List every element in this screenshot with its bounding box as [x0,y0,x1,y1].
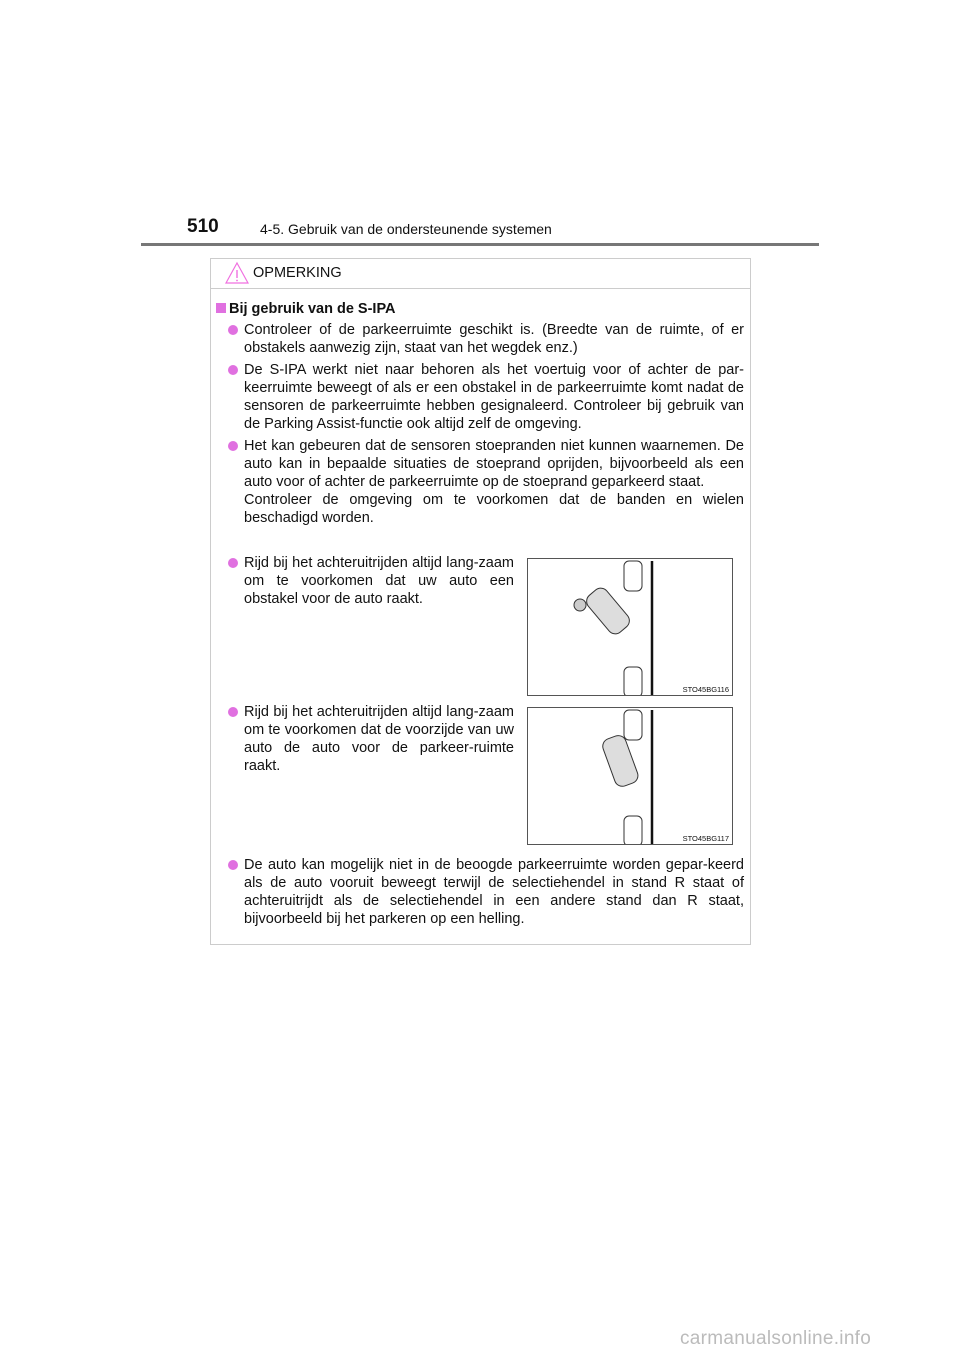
section-heading-text: Bij gebruik van de S-IPA [229,301,396,317]
item-text: De auto kan mogelijk niet in de beoogde parkeerruimte worden gepar-keerd als de auto vooruit beweegt terwijl de selectiehendel in stand R staat of achteruitrijdt als de selectiehendel in een andere stand dan R staat, bijvoorbeeld bij het parkeren op een helling. [244,857,744,927]
item-text: Het kan gebeuren dat de sensoren stoepranden niet kunnen waarnemen. De auto kan in bepaalde situaties de stoeprand oprijden, bijvoorbeeld als een auto voor of achter de parkeerruimte op de stoeprand geparkeerd staat. [244,438,744,490]
list-item [228,361,744,433]
bullet-icon [228,365,238,375]
bullet-icon [228,441,238,451]
bullet-icon [228,707,238,717]
header-rule [141,243,819,246]
notice-header [211,259,750,289]
bullet-icon [228,860,238,870]
notice-box [210,258,751,945]
figure-front-collision [527,707,733,845]
watermark: carmanualsonline.info [680,1328,872,1349]
bullet-icon [228,558,238,568]
square-bullet-icon [216,303,226,313]
figure-code: STO45BG117 [682,834,729,843]
list-item [228,437,744,527]
page-number: 510 [187,216,219,237]
item-text: Controleer de omgeving om te voorkomen dat de banden en wielen beschadigd worden. [244,492,744,526]
list-item [228,321,744,357]
section-title: 4-5. Gebruik van de ondersteunende systemen [260,221,552,237]
figure-code: STO45BG116 [682,685,729,694]
warning-triangle-icon [225,261,249,285]
item-text: Controleer of de parkeerruimte geschikt is. (Breedte van de ruimte, of er obstakels aanwezig zijn, staat van het wegdek enz.) [244,322,744,356]
bullet-icon [228,325,238,335]
list-item [228,554,514,608]
section-heading [216,301,396,317]
parking-illustration [528,708,732,844]
item-text: Rijd bij het achteruitrijden altijd lang-zaam om te voorkomen dat de voorzijde van uw auto de auto voor de parkeer-ruimte raakt. [244,704,514,774]
item-text: Rijd bij het achteruitrijden altijd lang-zaam om te voorkomen dat uw auto een obstakel voor de auto raakt. [244,555,514,607]
item-text: De S-IPA werkt niet naar behoren als het voertuig voor of achter de par-keerruimte beweegt of als er een obstakel in de parkeerruimte komt nadat de sensoren de parkeerruimte hebben gesignaleerd. Controleer bij gebruik van de Parking Assist-functie ook altijd zelf de omgeving. [244,362,744,432]
notice-title: OPMERKING [253,265,342,281]
figure-reversing-obstacle [527,558,733,696]
parking-illustration [528,559,732,695]
list-item [228,856,744,928]
list-item [228,703,514,775]
